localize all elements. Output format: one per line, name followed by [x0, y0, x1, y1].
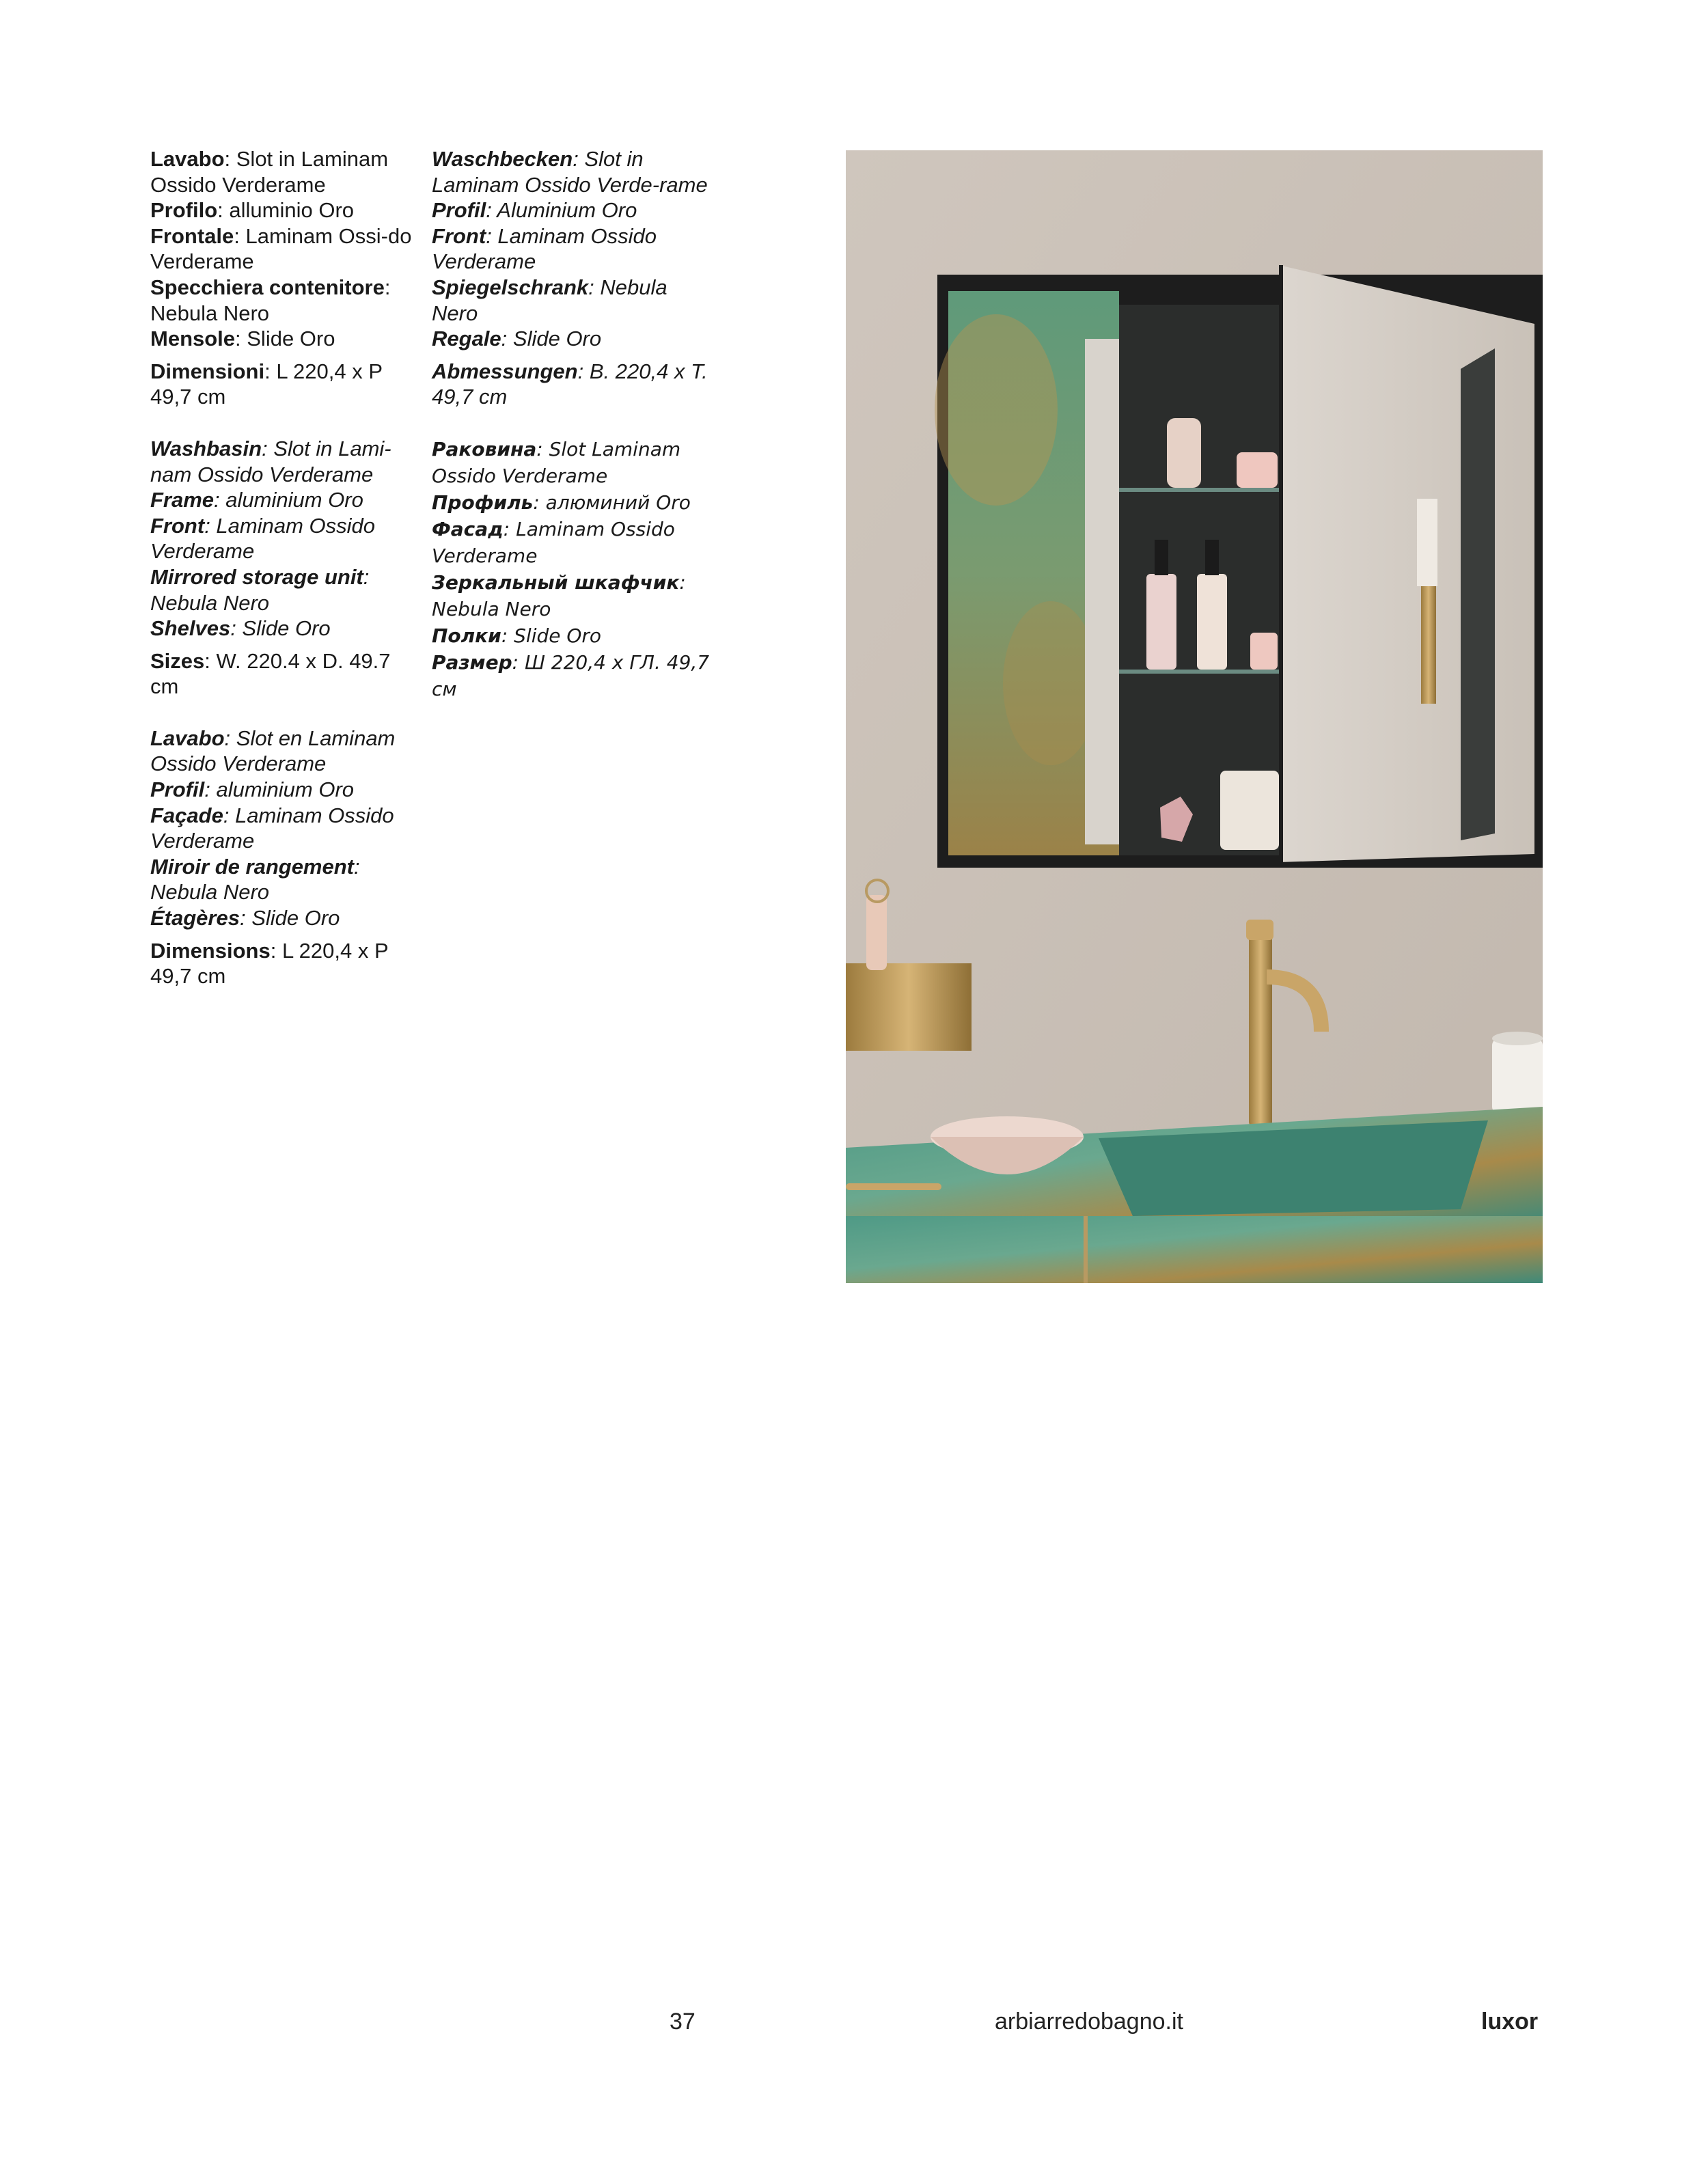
specs-russian [432, 436, 719, 702]
spec-line [150, 223, 420, 275]
spec-key: Front [150, 513, 205, 538]
spec-key: Sizes [150, 648, 205, 673]
spec-line [432, 516, 719, 569]
spec-key: Dimensions [150, 938, 271, 963]
spec-key: Profil [432, 198, 486, 223]
spec-line [150, 436, 420, 487]
spec-line [150, 146, 420, 197]
spec-line [432, 569, 719, 622]
spec-key: Front [432, 223, 486, 248]
product-photo [846, 150, 1543, 1283]
specs-french [150, 726, 420, 989]
spec-line [150, 326, 420, 352]
spec-value: : L 220,4 x P 49,7 cm [150, 359, 383, 409]
spec-key: Фасад [432, 517, 504, 540]
spec-value: : Slide Oro [501, 327, 602, 351]
spec-value: : Slot in Lami-nam Ossido Verderame [150, 436, 391, 486]
spec-value: : Laminam Ossido Verderame [150, 513, 376, 564]
spec-line [150, 777, 420, 803]
spec-value: : Slide Oro [230, 616, 331, 641]
spec-value: : Slide Oro [239, 906, 340, 931]
spec-value: : Laminam Ossido Verderame [150, 803, 394, 853]
spec-dimensions [150, 648, 420, 700]
spec-line [432, 146, 719, 197]
specs-italian [150, 146, 420, 410]
spec-line [432, 223, 719, 275]
spec-line [150, 487, 420, 513]
spec-value: : Nebula Nero [432, 570, 686, 620]
spec-key: Spiegelschrank [432, 275, 589, 299]
page-number: 37 [670, 2009, 695, 2035]
spec-key: Abmessungen [432, 359, 578, 383]
spec-key: Mensole [150, 327, 236, 351]
spec-key: Профиль [432, 491, 534, 514]
spec-key: Profilo [150, 198, 218, 223]
spec-line [150, 197, 420, 223]
spec-value: : Slot in Laminam Ossido Verderame [150, 147, 389, 197]
spec-value: : Aluminium Oro [486, 198, 637, 223]
spec-key: Profil [150, 777, 205, 802]
spec-key: Зеркальный шкафчик [432, 570, 680, 594]
spec-line [150, 803, 420, 854]
spec-key: Размер [432, 650, 512, 674]
spec-value: : Slot en Laminam Ossido Verderame [150, 726, 396, 776]
specs-column-left [150, 146, 420, 989]
spec-line [432, 649, 719, 702]
spec-line [150, 854, 420, 905]
spec-line [150, 513, 420, 564]
spec-line [150, 726, 420, 777]
spec-value: : Nebula Nero [150, 854, 360, 905]
spec-line [432, 622, 719, 649]
collection-name: luxor [1481, 2009, 1539, 2035]
spec-key: Regale [432, 327, 501, 351]
spec-line [150, 275, 420, 326]
spec-line [432, 197, 719, 223]
spec-line [432, 489, 719, 516]
spec-value: : Slot Laminam Ossido Verderame [432, 437, 681, 487]
spec-key: Frontale [150, 223, 234, 248]
spec-key: Mirrored storage unit [150, 564, 363, 589]
spec-value: : Slot in Laminam Ossido Verde-rame [432, 147, 708, 197]
spec-value: : Nebula Nero [432, 275, 667, 325]
spec-value: : W. 220.4 x D. 49.7 cm [150, 648, 391, 699]
spec-value: : Nebula Nero [150, 275, 391, 325]
website-link[interactable]: arbiarredobagno.it [995, 2009, 1183, 2035]
spec-value: : B. 220,4 x T. 49,7 cm [432, 359, 708, 409]
spec-key: Miroir de rangement [150, 854, 354, 879]
spec-key: Frame [150, 488, 215, 512]
spec-dimensions [432, 359, 719, 410]
spec-key: Shelves [150, 616, 231, 641]
spec-key: Washbasin [150, 436, 262, 460]
spec-value: : alluminio Oro [217, 198, 355, 223]
spec-value: : aluminium Oro [214, 488, 363, 512]
spec-value: : алюминий Oro [533, 491, 691, 514]
spec-line [432, 436, 719, 489]
specs-english [150, 436, 420, 700]
spec-value: : Laminam Ossido Verderame [432, 223, 657, 274]
spec-key: Étagères [150, 906, 240, 931]
specs-german [432, 146, 719, 410]
spec-value: : Slide Oro [501, 624, 602, 647]
spec-dimensions [150, 938, 420, 989]
spec-key: Waschbecken [432, 147, 573, 171]
spec-line [150, 616, 420, 642]
spec-line [150, 564, 420, 616]
spec-key: Specchiera contenitore [150, 275, 385, 299]
spec-key: Dimensioni [150, 359, 265, 383]
spec-key: Раковина [432, 437, 537, 460]
specs-column-right [432, 146, 719, 702]
spec-key: Lavabo [150, 726, 225, 750]
spec-value: : Slide Oro [235, 327, 335, 351]
spec-value: : Ш 220,4 x ГЛ. 49,7 см [432, 650, 710, 700]
spec-key: Façade [150, 803, 223, 827]
spec-dimensions [150, 359, 420, 410]
spec-key: Полки [432, 624, 501, 647]
spec-value: : Laminam Ossido Verderame [432, 517, 675, 567]
spec-line [432, 326, 719, 352]
spec-value: : aluminium Oro [204, 777, 355, 802]
spec-value: : Laminam Ossi-do Verderame [150, 223, 412, 274]
spec-line [432, 275, 719, 326]
spec-value: : Nebula Nero [150, 564, 370, 615]
spec-line [150, 905, 420, 931]
spec-value: : L 220,4 x P 49,7 cm [150, 938, 389, 989]
spec-key: Lavabo [150, 147, 225, 171]
